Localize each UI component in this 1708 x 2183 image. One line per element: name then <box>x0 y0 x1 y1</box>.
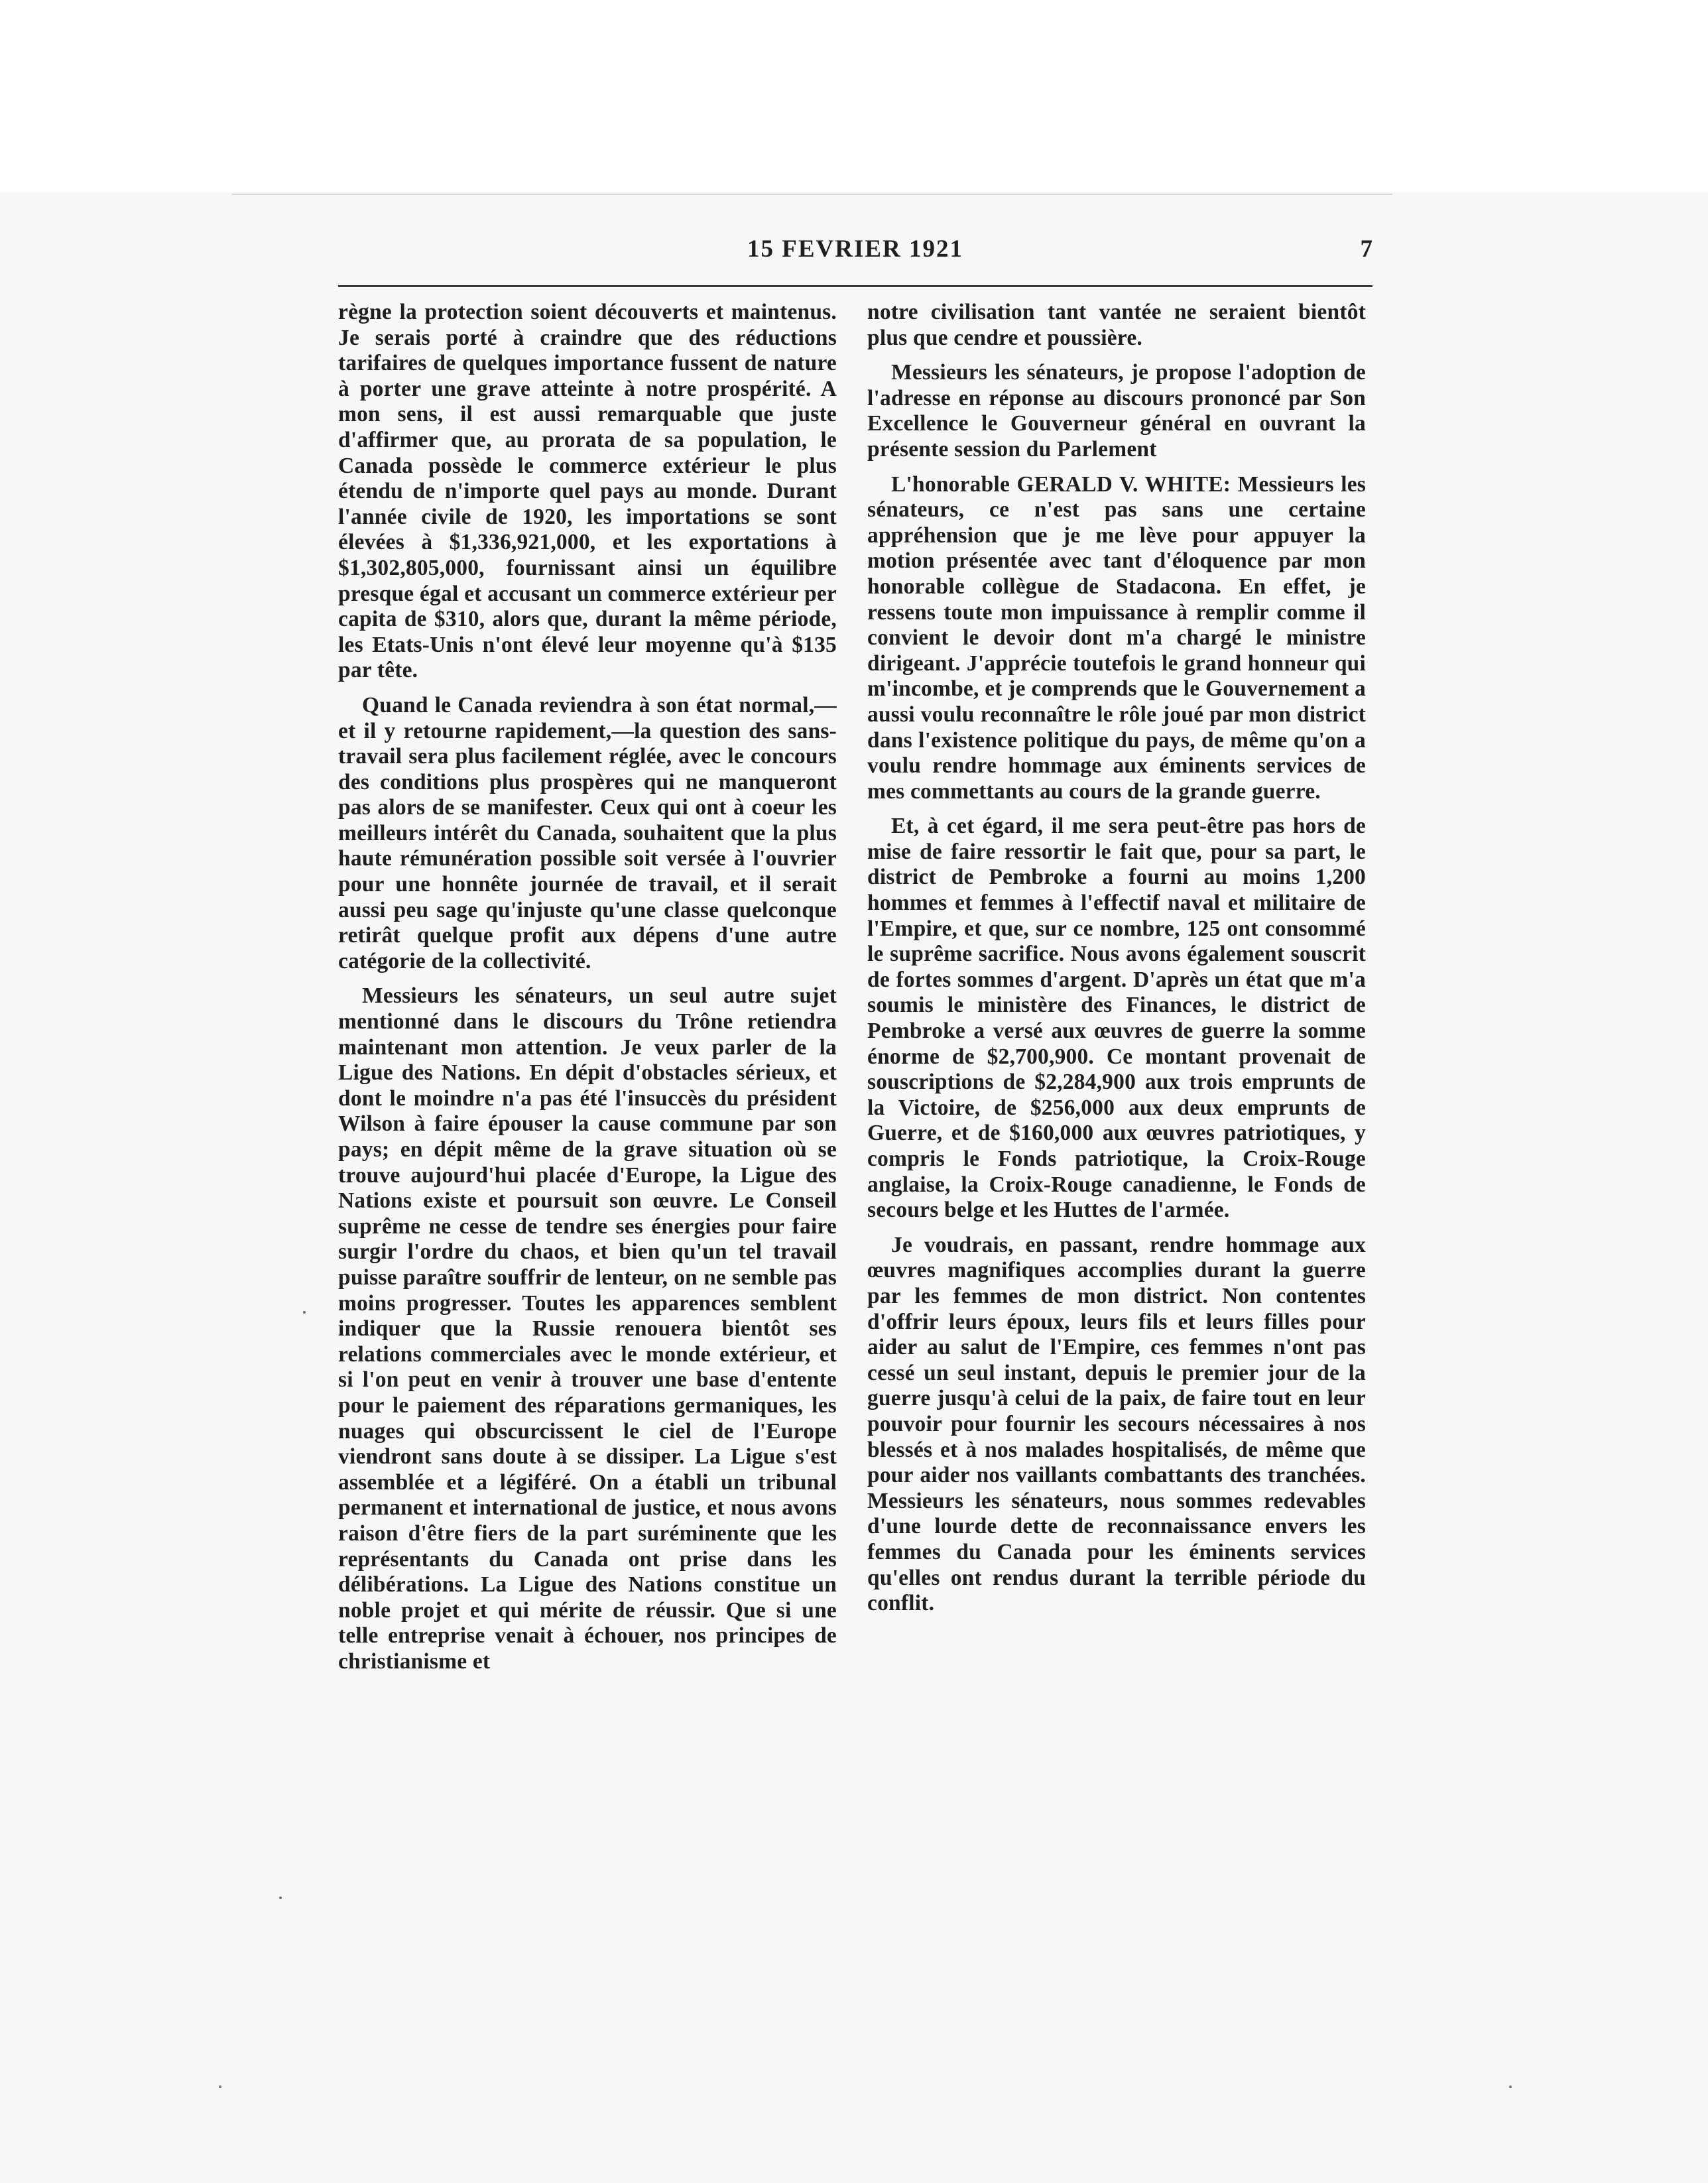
scan-speck <box>279 1897 282 1899</box>
speaker-name: L'honorable GERALD V. WHITE: <box>891 471 1231 497</box>
speech-text: Messieurs les sénateurs, ce n'est pas sans une certaine appréhension que je me lève pour appuyer la motion présentée avec tant d'éloquence par mon honorable collègue de Stadacona. En effet, je ressens toute mon impuissance à remplir comme il convient le devoir dont m'a chargé le ministre dirigeant. J'apprécie toutefois le grand honneur qui m'incombe, et je comprends que le Gouvernement a aussi voulu reconnaître le rôle joué par mon district dans l'existence politique du pays, de même qu'on a voulu rendre hommage aux éminents services de mes commettants au cours de la grande guerre. <box>867 471 1367 804</box>
page-number: 7 <box>1360 235 1372 263</box>
left-column <box>338 300 837 1684</box>
header-rule <box>338 285 1372 287</box>
scan-speck <box>1509 2086 1512 2088</box>
paragraph: Et, à cet égard, il me sera peut-être pas hors de mise de faire ressortir le fait que, pour sa part, le district de Pembroke a fourni au moins 1,200 hommes et femmes à l'effectif naval et militaire de l'Empire, et que, sur ce nombre, 125 ont consommé le suprême sacrifice. Nous avons également souscrit de fortes sommes d'argent. D'après un état que m'a soumis le ministère des Finances, le district de Pembroke a versé aux œuvres de guerre la somme énorme de $2,700,900. Ce montant provenait de souscriptions de $2,284,900 aux trois emprunts de la Victoire, de $256,000 aux deux emprunts de Guerre, et de $160,000 aux œuvres patriotiques, y compris le Fonds patriotique, la Croix-Rouge anglaise, la Croix-Rouge canadienne, le Fonds de secours belge et les Huttes de l'armée. <box>867 814 1366 1223</box>
page-edge <box>232 194 1392 195</box>
scanner-margin <box>0 0 1708 192</box>
paragraph: Messieurs les sénateurs, un seul autre sujet mentionné dans le discours du Trône retiendra maintenant mon attention. Je veux parler de la Ligue des Nations. En dépit d'obstacles sérieux, et dont le moindre n'a pas été l'insuccès du président Wilson à faire épouser la cause commune par son pays; en dépit même de la grave situation où se trouve aujourd'hui placée d'Europe, la Ligue des Nations existe et poursuit son œuvre. Le Conseil suprême ne cesse de tendre ses énergies pour faire surgir l'ordre du chaos, et bien qu'un tel travail puisse paraître souffrir de lenteur, on ne semble pas moins progresser. Toutes les apparences semblent indiquer que la Russie renouera bientôt ses relations commerciales avec le monde extérieur, et si l'on peut en venir à trouver une base d'entente pour le paiement des réparations germaniques, les nuages qui obscurcissent le ciel de l'Europe viendront sans doute à se dissiper. La Ligue s'est assemblée et a légiféré. On a établi un tribunal permanent et international de justice, et nous avons raison d'être fiers de la part suréminente que les représentants du Canada ont prise dans les délibérations. La Ligue des Nations constitue un noble projet et qui mérite de réussir. Que si une telle entreprise venait à échouer, nos principes de christianisme et <box>338 983 837 1674</box>
scan-speck <box>303 1311 306 1314</box>
paragraph: règne la protection soient découverts et maintenus. Je serais porté à craindre que des réductions tarifaires de quelques importance fussent de nature à porter une grave atteinte à notre prospérité. A mon sens, il est aussi remarquable que juste d'affirmer que, au prorata de sa population, le Canada possède le commerce extérieur le plus étendu de n'importe quel pays au monde. Durant l'année civile de 1920, les importations se sont élevées à $1,336,921,000, et les exportations à $1,302,805,000, fournissant ainsi un équilibre presque égal et accusant un commerce extérieur per capita de $310, alors que, durant la même période, les Etats-Unis n'ont élevé leur moyenne qu'à $135 par tête. <box>338 300 837 683</box>
paragraph: Messieurs les sénateurs, je propose l'adoption de l'adresse en réponse au discours prononcé par Son Excellence le Gouverneur général en ouvrant la présente session du Parlement <box>867 360 1366 462</box>
paragraph: notre civilisation tant vantée ne seraient bientôt plus que cendre et poussière. <box>867 300 1366 350</box>
header-date: 15 FEVRIER 1921 <box>747 235 964 263</box>
page-header <box>338 232 1372 285</box>
paragraph: Quand le Canada reviendra à son état normal,—et il y retourne rapidement,—la question des sans-travail sera plus facilement réglée, avec le concours des conditions plus prospères qui ne manqueront pas alors de se manifester. Ceux qui ont à coeur les meilleurs intérêt du Canada, souhaitent que la plus haute rémunération possible soit versée à l'ouvrier pour une honnête journée de travail, et il serait aussi peu sage qu'injuste qu'une classe quelconque retirât quelque profit aux dépens d'une autre catégorie de la collectivité. <box>338 692 837 973</box>
paragraph: Je voudrais, en passant, rendre hommage aux œuvres magnifiques accomplies durant la guerre par les femmes de mon district. Non contentes d'offrir leurs époux, leurs fils et leurs filles pour aider au salut de l'Empire, ces femmes n'ont pas cessé un seul instant, depuis le premier jour de la guerre jusqu'à celui de la paix, de faire tout en leur pouvoir pour fournir les secours nécessaires à nos blessés et à nos malades hospitalisés, de même que pour aider nos vaillants combattants des tranchées. Messieurs les sénateurs, nous sommes redevables d'une lourde dette de reconnaissance envers les femmes du Canada pour les éminents services qu'elles ont rendus durant la terrible période du conflit. <box>867 1232 1366 1616</box>
speech-paragraph <box>867 472 1366 805</box>
scan-speck <box>219 2086 221 2088</box>
right-column <box>867 300 1366 1626</box>
